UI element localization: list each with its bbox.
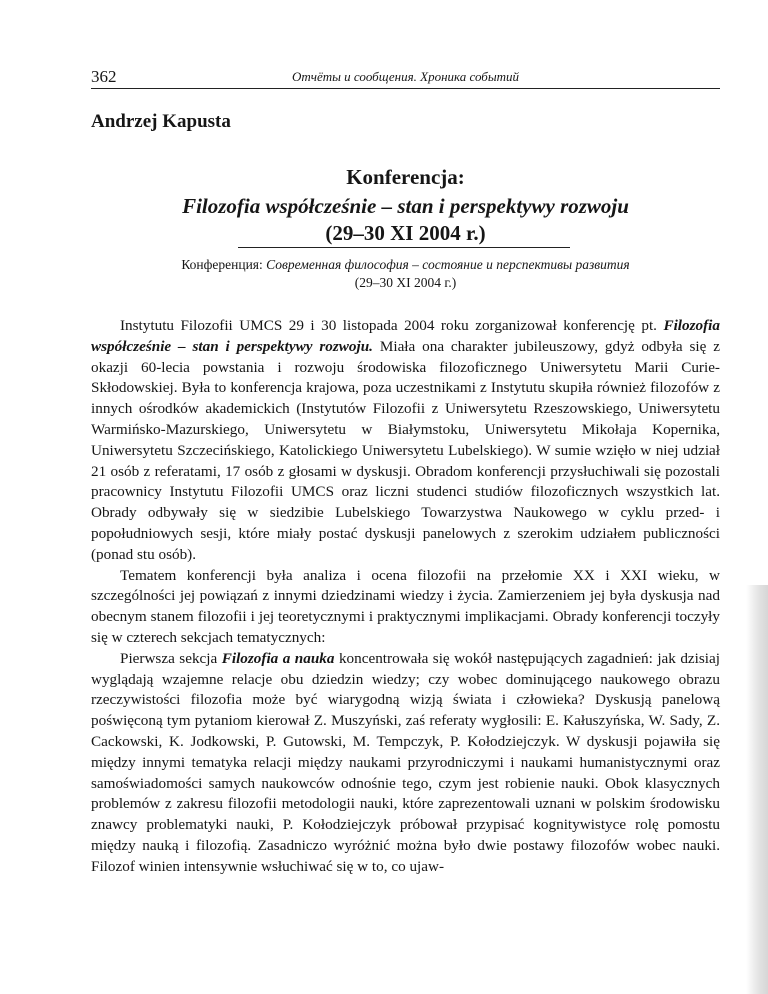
paragraph-1-text-b: Miała ona charakter jubileuszowy, gdyż odbyła się z okazji 60-lecia powstania i rozwoju środowiska filozoficznego Uniwersytetu Marii Curie-Skłodowskiej. Była to konferencja krajowa, poza uczestnikami z Instytutu skupiła również filozofów z innych ośrodków akademickich (Instytutów Filozofii z Uniwersytetu Rzeszowskiego, Uniwersytetu Warmińsko-Mazurskiego, Uniwersytetu w Białymstoku, Uniwersytetu Mikołaja Kopernika, Uniwersytetu Szczecińskiego, Katolickiego Uniwersytetu Lubelskiego). W sumie wzięło w niej udział 21 osób z referatami, 17 osób z głosami w dyskusji. Obradom konferencji przysłuchiwali się pozostali pracownicy Instytutu Filozofii UMCS oraz liczni studenci studiów filozoficznych wszystkich lat. Obrady odbywały się w siedzibie Lubelskiego Towarzystwa Naukowego w cyklu przed- i popołudniowych sesji, które miały postać dyskusji panelowych z szerokim udziałem publiczności (ponad stu osób).	[91, 337, 720, 563]
russian-title	[91, 256, 720, 273]
russian-title-label: Конференция:	[181, 257, 267, 272]
russian-title-text: Современная философия – состояние и перспективы развития	[266, 257, 630, 272]
article-title-dates: (29–30 XI 2004 r.)	[325, 221, 486, 245]
paragraph-1-text-a: Instytutu Filozofii UMCS 29 i 30 listopada 2004 roku zorganizował konferencję pt.	[120, 317, 664, 334]
title-divider	[238, 247, 570, 248]
scan-edge-shadow	[746, 585, 768, 994]
paragraph-2: Tematem konferencji była analiza i ocena filozofii na przełomie XX i XXI wieku, w szczególności jej powiązań z innymi dziedzinami wiedzy i życia. Zamierzeniem jej była dyskusja nad obecnym stanem filozofii i jej teoretycznymi i praktycznymi implikacjami. Obrady konferencji toczyły się w czterech sekcjach tematycznych:	[91, 566, 720, 646]
paragraph-3-text-a: Pierwsza sekcja	[120, 649, 222, 667]
article-title-line-2: Filozofia współcześnie – stan i perspektywy rozwoju	[182, 194, 629, 218]
page-header	[91, 66, 720, 89]
article-body	[91, 316, 720, 878]
running-head: Отчёты и сообщения. Хроника событий	[291, 69, 520, 84]
russian-title-dates: (29–30 XI 2004 г.)	[354, 275, 457, 290]
paragraph-1-emphasis: Filozofia współcześnie – stan i perspektywy rozwoju.	[91, 317, 720, 355]
paragraph-1	[91, 316, 720, 566]
page-number: 362	[91, 67, 117, 86]
paragraph-3	[91, 649, 720, 878]
author-name: Andrzej Kapusta	[91, 111, 231, 132]
paragraph-3-emphasis: Filozofia a nauka	[221, 649, 335, 667]
article-title-line-1: Konferencja:	[346, 165, 465, 189]
paragraph-3-text-b: koncentrowała się wokół następujących zagadnień: jak dzisiaj wyglądają wzajemne relacje obu dziedzin wiedzy; czy wobec dominującego naukowego obrazu rzeczywistości filozofia może być wiarygodną wizją świata i człowieka? Dyskusją panelową poświęconą tym pytaniom kierował Z. Muszyński, zaś referaty wygłosili: E. Kałuszyńska, W. Sady, Z. Cackowski, K. Jodkowski, P. Gutowski, M. Tempczyk, P. Kołodziejczyk. W dyskusji pojawiła się między innymi tematyka relacji między naukami przyrodniczymi i naukami humanistycznymi oraz samoświadomości samych naukowców odnośnie tego, czym jest robienie nauki. Obok klasycznych problemów z zakresu filozofii metodologii nauki, które zaprezentowali uznani w polskim środowisku znawcy problematyki nauki, P. Kołodziejczyk próbował przypisać kognitywistyce rolę pomostu między nauką i filozofią. Zasadniczo wyróżnić można było dwie postawy filozofów wobec nauki. Filozof winien intensywnie wsłuchiwać się w to, co ujaw-	[91, 649, 720, 875]
